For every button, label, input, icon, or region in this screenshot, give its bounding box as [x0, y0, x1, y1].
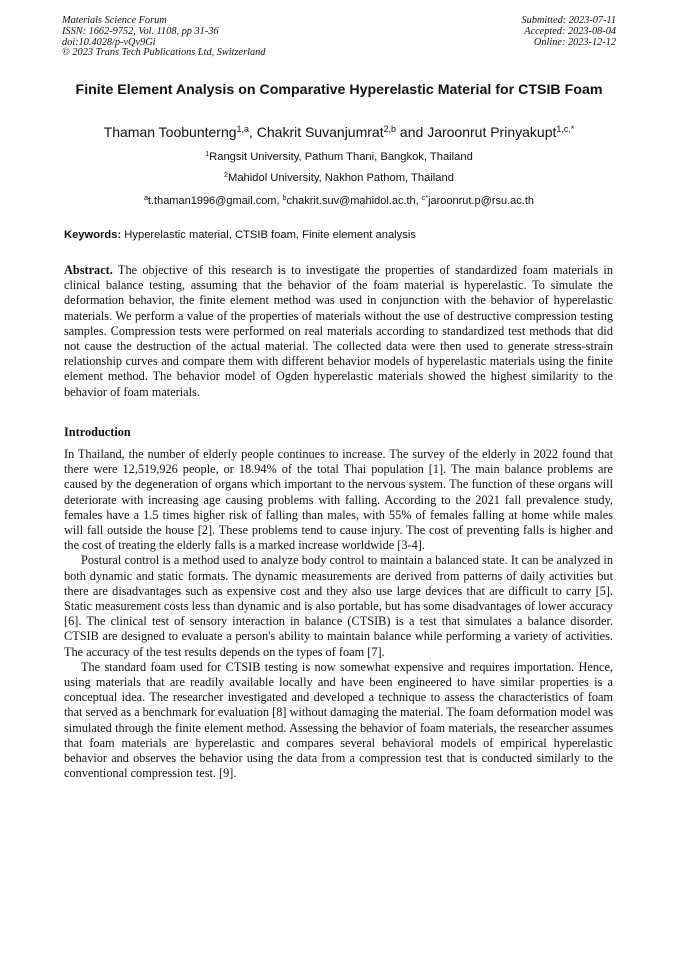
keywords	[64, 228, 614, 242]
journal-doi: doi:10.4028/p-vQv9Gi	[62, 36, 156, 48]
abstract-label: Abstract.	[64, 263, 113, 277]
email-mark: b	[282, 195, 287, 203]
author-name: Chakrit Suvanjumrat	[256, 124, 384, 140]
author-name: Thaman Toobunterng	[103, 124, 237, 140]
journal-copyright: © 2023 Trans Tech Publications Ltd, Switzerland	[62, 47, 266, 59]
author-list	[40, 123, 638, 141]
affiliation	[40, 150, 638, 164]
submission-dates	[522, 16, 616, 48]
email-link[interactable]: t.thaman1996@gmail.com,	[147, 195, 283, 207]
abstract-text: The objective of this research is to investigate the properties of standardized foam materials in clinical balance testing, assuming that the behavior of the foam material is hyperelastic. To simulate the deformation behavior, the finite element method was used in conjunction with the behavior of hyperelastic materials. We perform a value of the properties of materials without the use of destructive compression testing samples. Compression tests were performed on real materials according to standardized test methods that did not cause the destruction of the actual material. The collected data were then used to generate stress-strain relationship curves and compare them with different behavior models of hyperelastic materials using the finite element method. The behavior model of Ogden hyperelastic materials showed the highest similarity to the behavior of foam materials.	[64, 263, 613, 399]
introduction-body	[64, 447, 613, 781]
journal-name: Materials Science Forum	[62, 15, 167, 26]
affil-mark: 1	[205, 150, 210, 159]
section-heading-introduction: Introduction	[64, 425, 131, 439]
email-mark: a	[143, 195, 148, 203]
keywords-text: Hyperelastic material, CTSIB foam, Finite element analysis	[121, 229, 416, 241]
submitted-date: Submitted: 2023-07-11	[521, 15, 616, 26]
keywords-label: Keywords:	[64, 229, 122, 241]
author-separator: and	[396, 124, 428, 140]
paper-title: Finite Element Analysis on Comparative Hyperelastic Material for CTSIB Foam	[75, 82, 603, 98]
paragraph: The standard foam used for CTSIB testing is now somewhat expensive and requires importation. Hence, using materials that are readily available locally and have been engineered to have similar properties is a conceptual idea. The researcher investigated and developed a technique to assess the characteristics of foam that served as a benchmark for evaluation [8] without damaging the material. The foam deformation model was simulated through the finite element method. Assessing the behavior of foam materials, the researcher assumes that foam materials are hyperelastic and compares several behavioral models of empirical hyperelastic behavior and observes the behavior using the data from a compression test that is conducted similarly to the conventional compression test. [9].	[64, 659, 613, 781]
author-emails	[40, 194, 638, 208]
journal-info	[62, 16, 265, 59]
author-affil-mark: 1,c,*	[556, 124, 575, 135]
email-link[interactable]: jaroonrut.p@rsu.ac.th	[428, 195, 535, 207]
online-date: Online: 2023-12-12	[533, 36, 616, 48]
affiliation	[40, 171, 638, 185]
affil-mark: 2	[224, 171, 229, 180]
email-mark: c*	[421, 195, 429, 203]
paragraph: In Thailand, the number of elderly people continues to increase. The survey of the elderly in 2022 found that there were 12,519,926 people, or 18.94% of the total Thai population [1]. The main balance problems are caused by the degeneration of organs which important to the nervous system. The function of these organs will deteriorate with increasing age causing problems with falling. According to the 2021 fall prevalence study, females have a 1.5 times higher risk of falling than males, with 55% of females falling at home while males will fall outside the house [2]. These problems tend to cause injury. The cost of preventing falls is higher and the cost of treating the elderly falls is a marked increase worldwide [3-4].	[64, 447, 613, 553]
affil-text: Mahidol University, Nakhon Pathom, Thailand	[228, 172, 454, 184]
journal-issn: ISSN: 1662-9752, Vol. 1108, pp 31-36	[62, 25, 219, 37]
author-affil-mark: 2,b	[383, 124, 397, 135]
accepted-date: Accepted: 2023-08-04	[524, 25, 616, 37]
author-separator: ,	[248, 124, 257, 140]
abstract	[64, 263, 613, 400]
author-name: Jaroonrut Prinyakupt	[427, 124, 557, 140]
email-link[interactable]: chakrit.suv@mahidol.ac.th,	[286, 195, 422, 207]
paragraph: Postural control is a method used to analyze body control to maintain a balanced state. It can be analyzed in both dynamic and static formats. The dynamic measurements are derived from patterns of daily activities but there are disadvantages such as expensive cost and they also use large devices that are difficult to carry [5]. Static measurement costs less than dynamic and is also portable, but has some disadvantages of lower accuracy [6]. The clinical test of sensory interaction in balance (CTSIB) is a test that simulates a balance disorder. CTSIB are designed to evaluate a person's ability to maintain balance while performing a variety of activities. The accuracy of the test results depends on the types of foam [7].	[64, 553, 613, 659]
author-affil-mark: 1,a	[236, 124, 249, 135]
affil-text: Rangsit University, Pathum Thani, Bangkok, Thailand	[209, 151, 473, 163]
